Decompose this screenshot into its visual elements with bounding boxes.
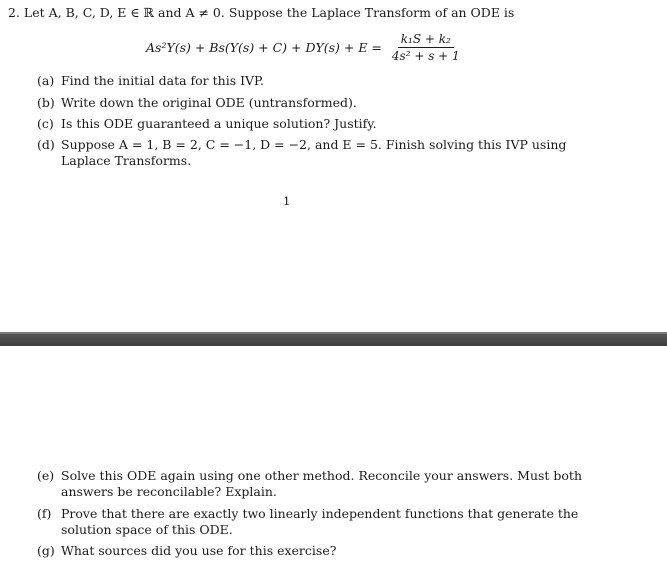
part-g [37, 543, 582, 559]
part-a [37, 73, 582, 89]
page-divider [0, 332, 667, 346]
problem-statement [8, 5, 514, 20]
fraction-denominator: 4s² + s + 1 [391, 49, 460, 63]
part-b [37, 95, 582, 111]
part-d [37, 137, 582, 169]
problem-intro: Let A, B, C, D, E ∈ ℝ and A ≠ 0. Suppose the Laplace Transform of an ODE is [23, 5, 515, 20]
part-text: Find the initial data for this IVP. [61, 73, 264, 88]
page-divider-highlight [0, 332, 667, 334]
part-text: Write down the original ODE (untransformed). [61, 95, 357, 110]
part-text: Is this ODE guaranteed a unique solution? Justify. [61, 116, 377, 131]
problem-number: 2. [8, 5, 20, 20]
fraction-numerator: k₁S + k₂ [398, 32, 454, 48]
part-label: (f) [37, 506, 52, 521]
page-number: 1 [283, 194, 291, 208]
part-text: Prove that there are exactly two linearly independent functions that generate the solution space of this ODE. [61, 506, 579, 537]
part-label: (a) [37, 73, 55, 88]
part-label: (c) [37, 116, 54, 131]
part-label: (b) [37, 95, 55, 110]
part-e [37, 468, 582, 500]
part-f [37, 506, 582, 538]
part-text: What sources did you use for this exercise? [61, 543, 337, 558]
laplace-equation [146, 32, 463, 63]
part-c [37, 116, 582, 132]
part-label: (e) [37, 468, 55, 483]
part-text: Suppose A = 1, B = 2, C = −1, D = −2, and E = 5. Finish solving this IVP using Laplace Transforms. [61, 137, 567, 168]
equation-fraction [389, 32, 463, 63]
part-label: (d) [37, 137, 55, 152]
equation-lhs: As²Y(s) + Bs(Y(s) + C) + DY(s) + E = [146, 40, 382, 55]
part-text: Solve this ODE again using one other method. Reconcile your answers. Must both answers be reconcilable? Explain. [61, 468, 583, 499]
part-label: (g) [37, 543, 55, 558]
